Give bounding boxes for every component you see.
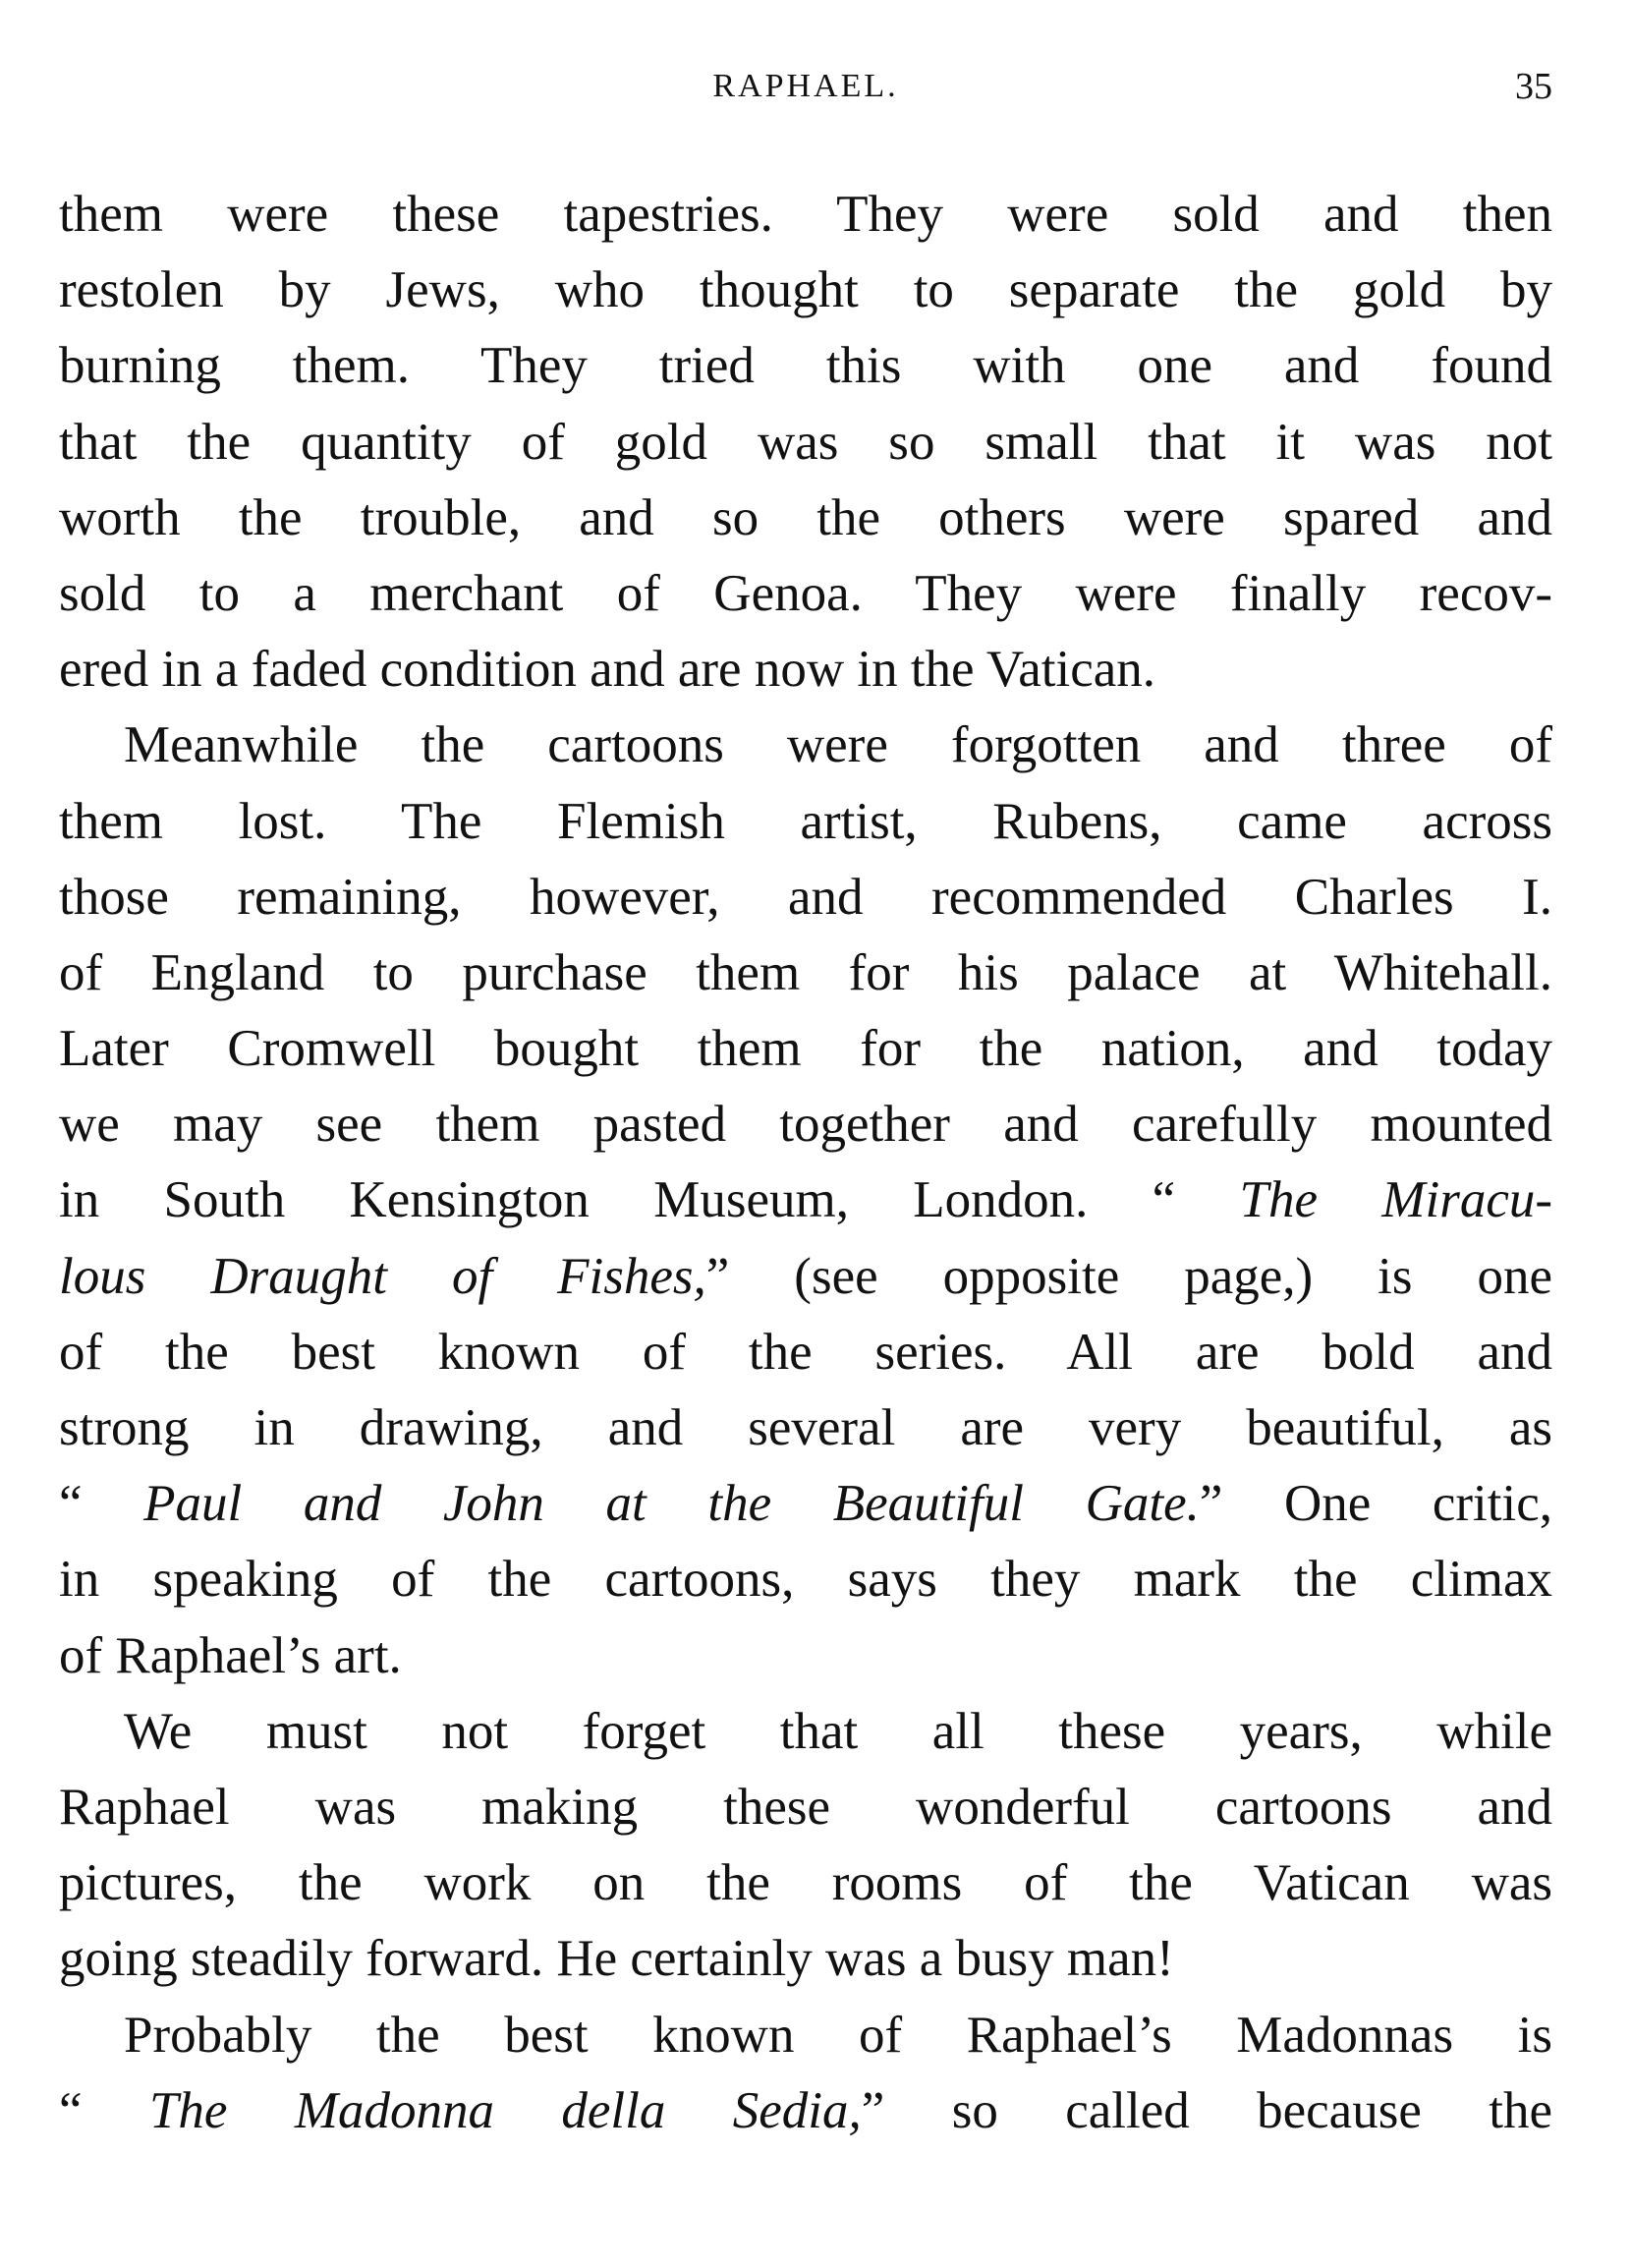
text-line: Meanwhile the cartoons were forgotten and three of (124, 716, 1552, 774)
italic-title: The Madonna della Sedia, (148, 2081, 862, 2139)
text-line: Later Cromwell bought them for the nation, and today (59, 1020, 1552, 1078)
text-line: of the best known of the series. All are bold and (59, 1323, 1552, 1381)
text-line: “ Paul and John at the Beautiful Gate.” One critic, (59, 1475, 1552, 1533)
running-title: RAPHAEL. (712, 68, 899, 104)
text-line: of England to purchase them for his palace at Whitehall. (59, 943, 1552, 1001)
italic-title: Paul and John at the Beautiful Gate. (143, 1475, 1200, 1533)
text-line: Raphael was making these wonderful cartoons and (59, 1778, 1552, 1836)
text-line: in speaking of the cartoons, says they mark the climax (59, 1551, 1552, 1609)
text-line: restolen by Jews, who thought to separate the gold by (59, 261, 1552, 319)
text-line: pictures, the work on the rooms of the Vatican was (59, 1854, 1552, 1912)
italic-title: lous Draught of Fishes, (59, 1247, 706, 1305)
text-line: we may see them pasted together and carefully mounted (59, 1096, 1552, 1154)
italic-title: The Miracu- (1239, 1171, 1552, 1229)
text-line: ered in a faded condition and are now in the Vatican. (59, 641, 1156, 699)
paragraph-2 (59, 708, 1552, 1693)
text-line: those remaining, however, and recommended Charles I. (59, 868, 1552, 926)
text-line: lous Draught of Fishes,” (see opposite page,) is one (59, 1247, 1552, 1305)
text-line: sold to a merchant of Genoa. They were finally recov- (59, 564, 1552, 622)
text-line: We must not forget that all these years, while (124, 1702, 1552, 1760)
paragraph-4 (59, 1998, 1552, 2149)
text-line: Probably the best known of Raphael’s Madonnas is (124, 2006, 1552, 2064)
paragraph-1 (59, 177, 1552, 708)
text-line: burning them. They tried this with one and found (59, 337, 1552, 395)
body-text (59, 177, 1552, 2149)
text-line: going steadily forward. He certainly was a busy man! (59, 1930, 1174, 1988)
text-line: of Raphael’s art. (59, 1626, 402, 1684)
text-line: worth the trouble, and so the others were spared and (59, 488, 1552, 546)
text-line: them lost. The Flemish artist, Rubens, came across (59, 792, 1552, 850)
running-head (59, 57, 1552, 116)
text-line: strong in drawing, and several are very beautiful, as (59, 1399, 1552, 1456)
paragraph-3 (59, 1694, 1552, 1998)
page-number: 35 (1515, 66, 1552, 107)
text-line: them were these tapestries. They were sold and then (59, 186, 1552, 243)
text-line: in South Kensington Museum, London. “ The Miracu- (59, 1171, 1552, 1229)
text-line: that the quantity of gold was so small that it was not (59, 413, 1552, 471)
text-line: “ The Madonna della Sedia,” so called because the (59, 2081, 1552, 2139)
